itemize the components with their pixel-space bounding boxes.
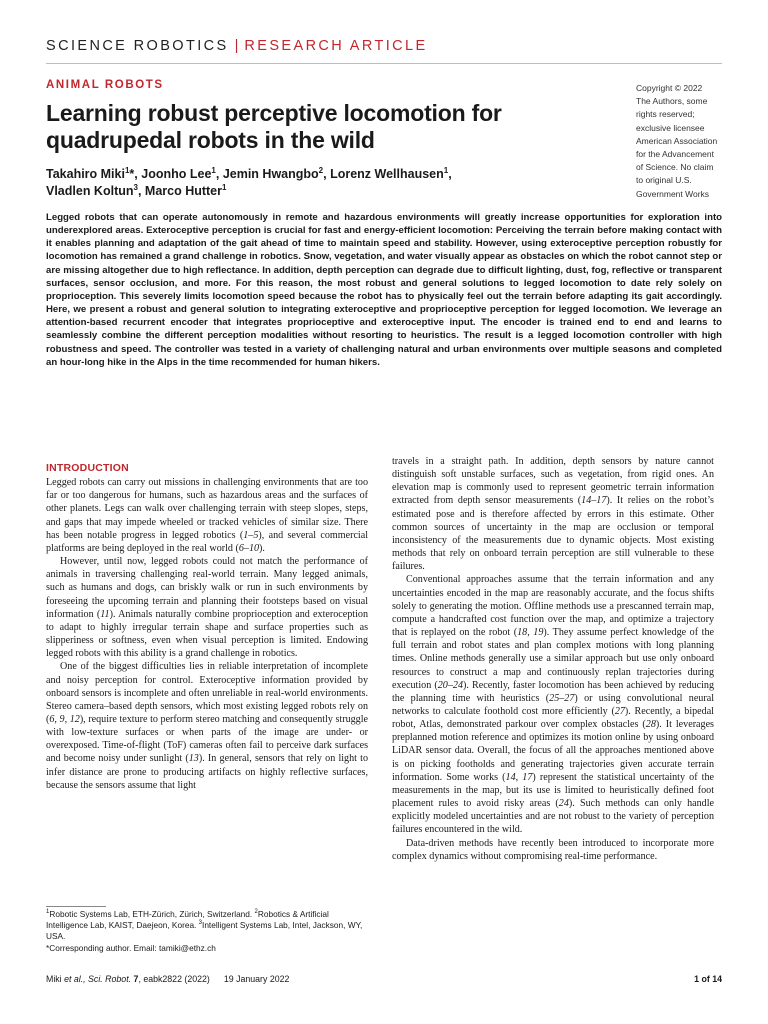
footnotes <box>46 909 368 954</box>
copyright-line: for the Advancement <box>636 149 714 160</box>
citation-ref: 14–17 <box>581 495 607 507</box>
copyright-line: exclusive licensee <box>636 122 705 133</box>
body-paragraph: Legged robots can carry out missions in challenging environments that are too far or too dangerous for humans, such as hazardous areas and the surfaces of other planets. Legs can walk over challenging terrain with steep slopes, steps, and gaps that may impede wheeled or tracked vehicles of similar size. There has been notable progress in legged robotics (1–5), and several commercial platforms are being deployed in the real world (6–10). <box>46 477 369 554</box>
copyright-line: rights reserved; <box>636 109 695 120</box>
affiliations: $^1$Robotic Systems Lab, ETH-Zürich, Zürich, Switzerland. $^2$Robotics & Artificial Intelligence Lab, KAIST, Daejeon, Korea. $^3$Intelligent Systems Lab, Intel, Jackson, WY, USA. <box>46 909 363 942</box>
affiliation-number: 3 <box>198 920 203 927</box>
copyright-line: of Science. No claim <box>636 162 714 173</box>
body-paragraph: Conventional approaches assume that the terrain information and any uncertainties encoded in the map are reasonably accurate, and the focus shifts solely to generating the motion. Offline methods use a prescanned terrain map, compute a handcrafted cost function over the map, and optimize a trajectory that is replayed on the robot (18, 19). They assume perfect knowledge of the full terrain and robot states and plan complex motions with long planning times. Online methods generally use a similar approach but use only onboard resources to construct a map and continuously replan trajectories during execution (20–24). Recently, faster locomotion has been achieved by reducing the planning time with heuristics (25–27) or using convolutional neural networks to calculate foothold cost more efficiently (27). Recently, a bipedal robot, Atlas, demonstrated parkour over complex obstacles (28). It leverages preplanned motion reference and optimizes its motion online by using onboard LiDAR sensor data. Overall, the focus of all the approaches mentioned above is on picking footholds and generating trajectories given accurate terrain information. Some works (14, 17) represent the statistical uncertainty of the measurements in the map, but its use is limited to heuristically defined foot placement rules to avoid risky areas (24). Such methods can only handle explicitly modeled uncertainties and are not robust to the variety of perception failures encountered in the wild. <box>392 574 715 836</box>
citation-ref: 27 <box>614 705 625 717</box>
copyright-line: Government Works <box>636 188 710 199</box>
author-name: Lorenz Wellhausen$^1$ <box>330 165 449 181</box>
affiliation-mark: 1 <box>211 165 216 175</box>
author-line-1: Takahiro Miki$^1$*, Joonho Lee$^1$, Jemin Hwangbo$^2$, Lorenz Wellhausen$^1$, <box>46 165 452 181</box>
affiliation-mark: 1 <box>222 182 227 192</box>
author-name: Marco Hutter$^1$ <box>144 182 227 198</box>
body-paragraph: Data-driven methods have recently been introduced to incorporate more complex dynamics without compromising real-time performance. <box>392 837 714 862</box>
left-paragraphs <box>46 476 368 792</box>
copyright-line: to original U.S. <box>636 175 692 186</box>
citation-ref: 25–27 <box>549 692 575 704</box>
journal-name: SCIENCE ROBOTICS <box>46 38 229 54</box>
citation-ref: 9 <box>59 713 65 725</box>
affiliation-mark: 1 <box>443 165 449 175</box>
column-right <box>392 455 714 863</box>
body-paragraph: travels in a straight path. In addition, depth sensors by nature cannot distinguish soft unstable surfaces, such as vegetation, from rigid ones. An elevation map is commonly used to represent geometric terrain information extracted from depth sensor measurements (14–17). It relies on the robot’s estimated pose and is therefore affected by errors in this estimate. Other common sources of uncertainty in the map are occlusion or temporal inconsistency of the measurements due to dynamic objects. Most existing methods that rely on onboard terrain perception are still vulnerable to these failures. <box>392 456 714 573</box>
affiliation-number: 2 <box>254 909 258 916</box>
copyright-line: American Association <box>636 135 718 146</box>
citation-ref: 17 <box>522 771 533 783</box>
corresponding-author: *Corresponding author. Email: tamiki@ethz.ch <box>46 942 216 953</box>
page-number: 1 of 14 <box>694 974 722 984</box>
author-list <box>46 166 566 200</box>
citation-ref: 1–5 <box>243 529 259 541</box>
section-label: ANIMAL ROBOTS <box>46 79 164 91</box>
citation-ref: 14 <box>505 771 516 783</box>
right-paragraphs <box>392 455 714 863</box>
affiliation-number: 1 <box>46 909 50 916</box>
footnote-rule <box>46 906 106 907</box>
citation-ref: 6 <box>49 713 55 725</box>
citation-ref: 18 <box>517 627 528 639</box>
article-type: RESEARCH ARTICLE <box>244 38 428 54</box>
affiliation-mark: 2 <box>318 165 324 175</box>
author-name: Takahiro Miki$^1$* <box>46 165 135 181</box>
copyright-notice <box>636 82 736 201</box>
citation-ref: 19 <box>533 627 544 639</box>
citation-ref: 11 <box>100 608 110 620</box>
header-separator: | <box>234 38 239 54</box>
article-title: Learning robust perceptive locomotion for quadrupedal robots in the wild <box>46 100 502 153</box>
affiliation-mark: 1 <box>124 165 130 175</box>
citation-ref: 12 <box>69 713 80 725</box>
citation: Miki et al., Sci. Robot. 7, eabk2822 (2022) 19 January 2022 <box>46 974 290 984</box>
author-name: Joonho Lee$^1$ <box>141 165 216 181</box>
affiliation-mark: 3 <box>133 182 138 192</box>
body-paragraph: However, until now, legged robots could not match the performance of animals in traversing challenging real-world terrain. Many legged animals, such as humans and dogs, can briskly walk or run in such environments by foreseeing the upcoming terrain and planning their footsteps based on visual information (11). Animals naturally combine proprioception and exteroception to adapt to highly irregular terrain shape and surface properties such as slipperiness or softness, even when visual perception is limited. Endowing legged robots with this ability is a grand challenge in robotics. <box>46 556 368 660</box>
header-rule <box>46 63 722 64</box>
copyright-line: The Authors, some <box>636 96 708 107</box>
author-name: Jemin Hwangbo$^2$ <box>222 165 324 181</box>
column-left <box>46 462 368 792</box>
citation-ref: 6–10 <box>238 542 260 554</box>
publication-date: 19 January 2022 <box>223 974 290 984</box>
abstract: Legged robots that can operate autonomously in remote and hazardous environments will greatly increase opportunities for exploration into underexplored areas. Exteroceptive perception is crucial for fast and energy-efficient locomotion: Perceiving the terrain before making contact with it enables planning and adaptation of the gait ahead of time to maintain speed and stability. However, using exteroceptive perception robustly for locomotion has remained a grand challenge in robotics. Snow, vegetation, and water visually appear as obstacles on which the robot cannot step or are missing altogether due to high reflectance. In addition, depth perception can degrade due to difficult lighting, dust, fog, reflective or transparent surfaces, sensor occlusion, and more. For this reason, the most robust and general solutions to legged locomotion to date rely solely on proprioception. This severely limits locomotion speed because the robot has to physically feel out the terrain before adapting its gait accordingly. Here, we present a robust and general solution to integrating exteroceptive and proprioceptive perception for legged locomotion. We leverage an attention-based recurrent encoder that integrates proprioceptive and exteroceptive input. The encoder is trained end to end and learns to seamlessly combine the different perception modalities without resorting to heuristics. The result is a legged locomotion controller with high robustness and speed. The controller was tested in a variety of challenging natural and urban environments over multiple seasons and completed an hour-long hike in the Alps in the time recommended for human hikers. <box>46 212 722 368</box>
citation-ref: 24 <box>558 798 569 810</box>
page-footer <box>46 974 722 988</box>
citation-ref: 20–24 <box>437 679 463 691</box>
copyright-line: Copyright © 2022 <box>636 83 703 93</box>
citation-ref: 13 <box>188 753 199 765</box>
journal-header <box>46 38 428 54</box>
citation-ref: 28 <box>645 719 656 731</box>
author-line-2: Vladlen Koltun$^3$, Marco Hutter$^1$ <box>46 182 227 198</box>
section-heading-introduction: INTRODUCTION <box>46 462 129 474</box>
body-paragraph: One of the biggest difficulties lies in reliable interpretation of incomplete and noisy perception for control. Exteroceptive information provided by onboard sensors is incomplete and often unreliable in real-world environments. Stereo camera–based depth sensors, which most existing legged robots rely on (6, 9, 12), require texture to perform stereo matching and consequently struggle with low-texture surfaces or when parts of the image are under- or overexposed. Time-of-flight (ToF) cameras often fail to perceive dark surfaces and become noisy under sunlight (13). In general, sensors that rely on light to infer distance are prone to producing artifacts on highly reflective surfaces, because the sensors assume that light <box>46 661 369 791</box>
author-name: Vladlen Koltun$^3$ <box>46 182 138 198</box>
